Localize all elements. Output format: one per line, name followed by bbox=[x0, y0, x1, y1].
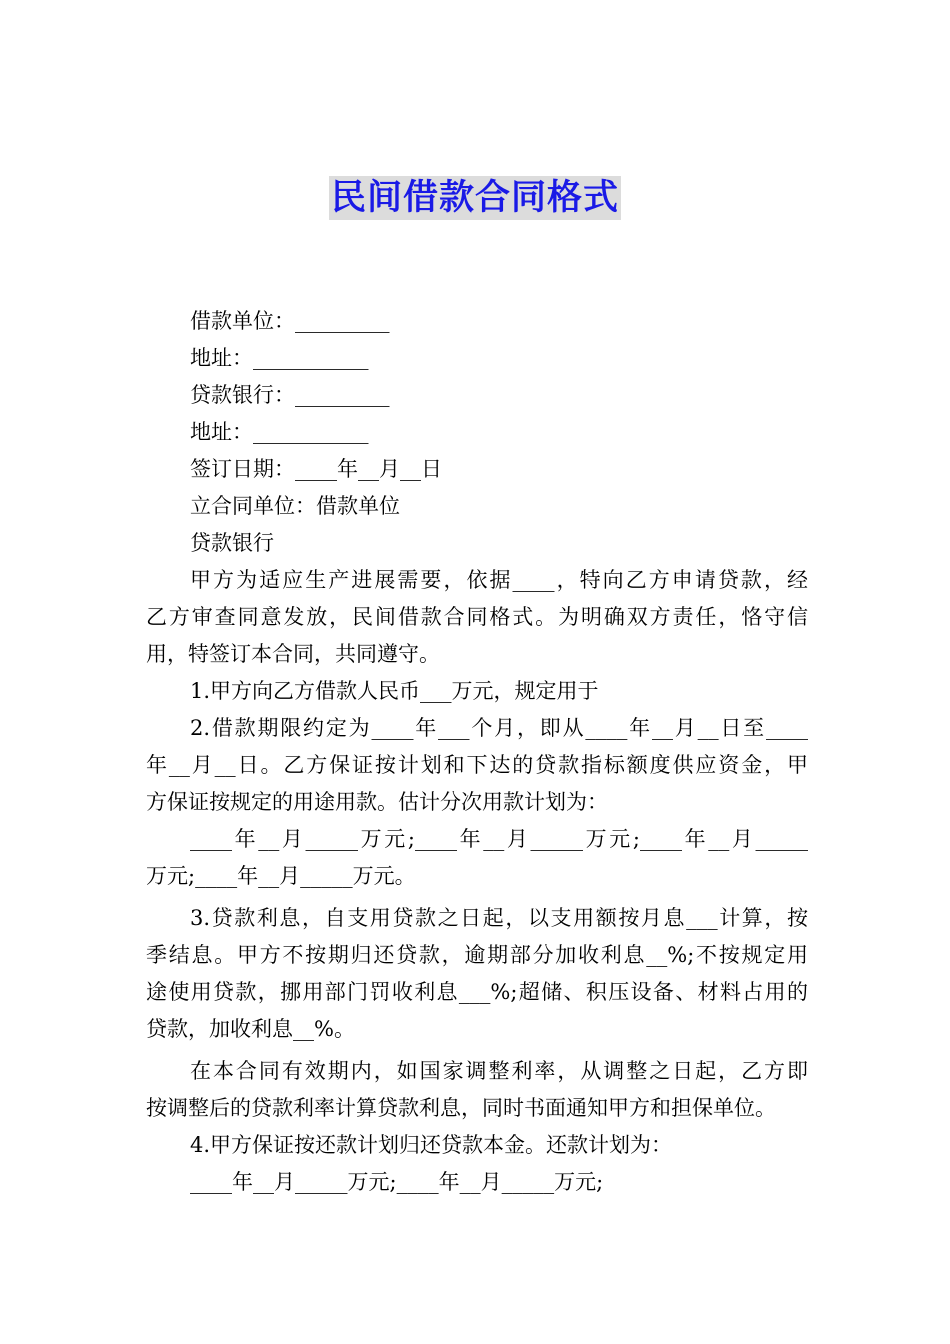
borrower-field: 借款单位：_________ bbox=[190, 309, 390, 333]
clause-3-line: 季结息。甲方不按期归还贷款，逾期部分加收利息__%;不按规定用 bbox=[146, 943, 808, 967]
clause-1: 1.甲方向乙方借款人民币___万元，规定用于 bbox=[190, 679, 599, 703]
document-body bbox=[146, 303, 808, 1201]
clause-2-plan-line: 万元;____年__月_____万元。 bbox=[146, 864, 416, 888]
borrower-address-field: 地址：___________ bbox=[190, 346, 369, 370]
lender-address-field: 地址：___________ bbox=[190, 420, 369, 444]
clause-3-line: 3.贷款利息，自支用贷款之日起，以支用额按月息___计算，按 bbox=[190, 906, 808, 930]
rate-adjustment-line: 按调整后的贷款利率计算贷款利息，同时书面通知甲方和担保单位。 bbox=[146, 1096, 776, 1120]
paragraph-intro-line: 乙方审查同意发放，民间借款合同格式。为明确双方责任，恪守信 bbox=[146, 605, 808, 629]
clause-3-line: 途使用贷款，挪用部门罚收利息___%;超储、积压设备、材料占用的 bbox=[146, 980, 808, 1004]
contract-parties-line-2: 贷款银行 bbox=[190, 531, 274, 555]
clause-2-line: 2.借款期限约定为____年___个月，即从____年__月__日至____ bbox=[190, 716, 808, 740]
lender-bank-field: 贷款银行：_________ bbox=[190, 383, 390, 407]
title-container bbox=[0, 176, 950, 220]
clause-3-line: 贷款，加收利息__%。 bbox=[146, 1017, 355, 1041]
signing-date-field: 签订日期：____年__月__日 bbox=[190, 457, 442, 481]
paragraph-intro-line: 甲方为适应生产进展需要，依据____，特向乙方申请贷款，经 bbox=[190, 568, 808, 592]
repayment-plan-line: ____年__月_____万元;____年__月_____万元; bbox=[190, 1170, 604, 1194]
clause-2-line: 方保证按规定的用途用款。估计分次用款计划为： bbox=[146, 790, 608, 814]
contract-parties-line: 立合同单位：借款单位 bbox=[190, 494, 400, 518]
clause-2-line: 年__月__日。乙方保证按计划和下达的贷款指标额度供应资金，甲 bbox=[146, 753, 808, 777]
paragraph-intro-line: 用，特签订本合同，共同遵守。 bbox=[146, 642, 440, 666]
rate-adjustment-line: 在本合同有效期内，如国家调整利率，从调整之日起，乙方即 bbox=[190, 1059, 808, 1083]
clause-2-plan-line: ____年__月_____万元;____年__月_____万元;____年__月_____ bbox=[190, 827, 808, 851]
clause-4: 4.甲方保证按还款计划归还贷款本金。还款计划为： bbox=[190, 1133, 673, 1157]
document-title: 民间借款合同格式 bbox=[330, 178, 619, 218]
